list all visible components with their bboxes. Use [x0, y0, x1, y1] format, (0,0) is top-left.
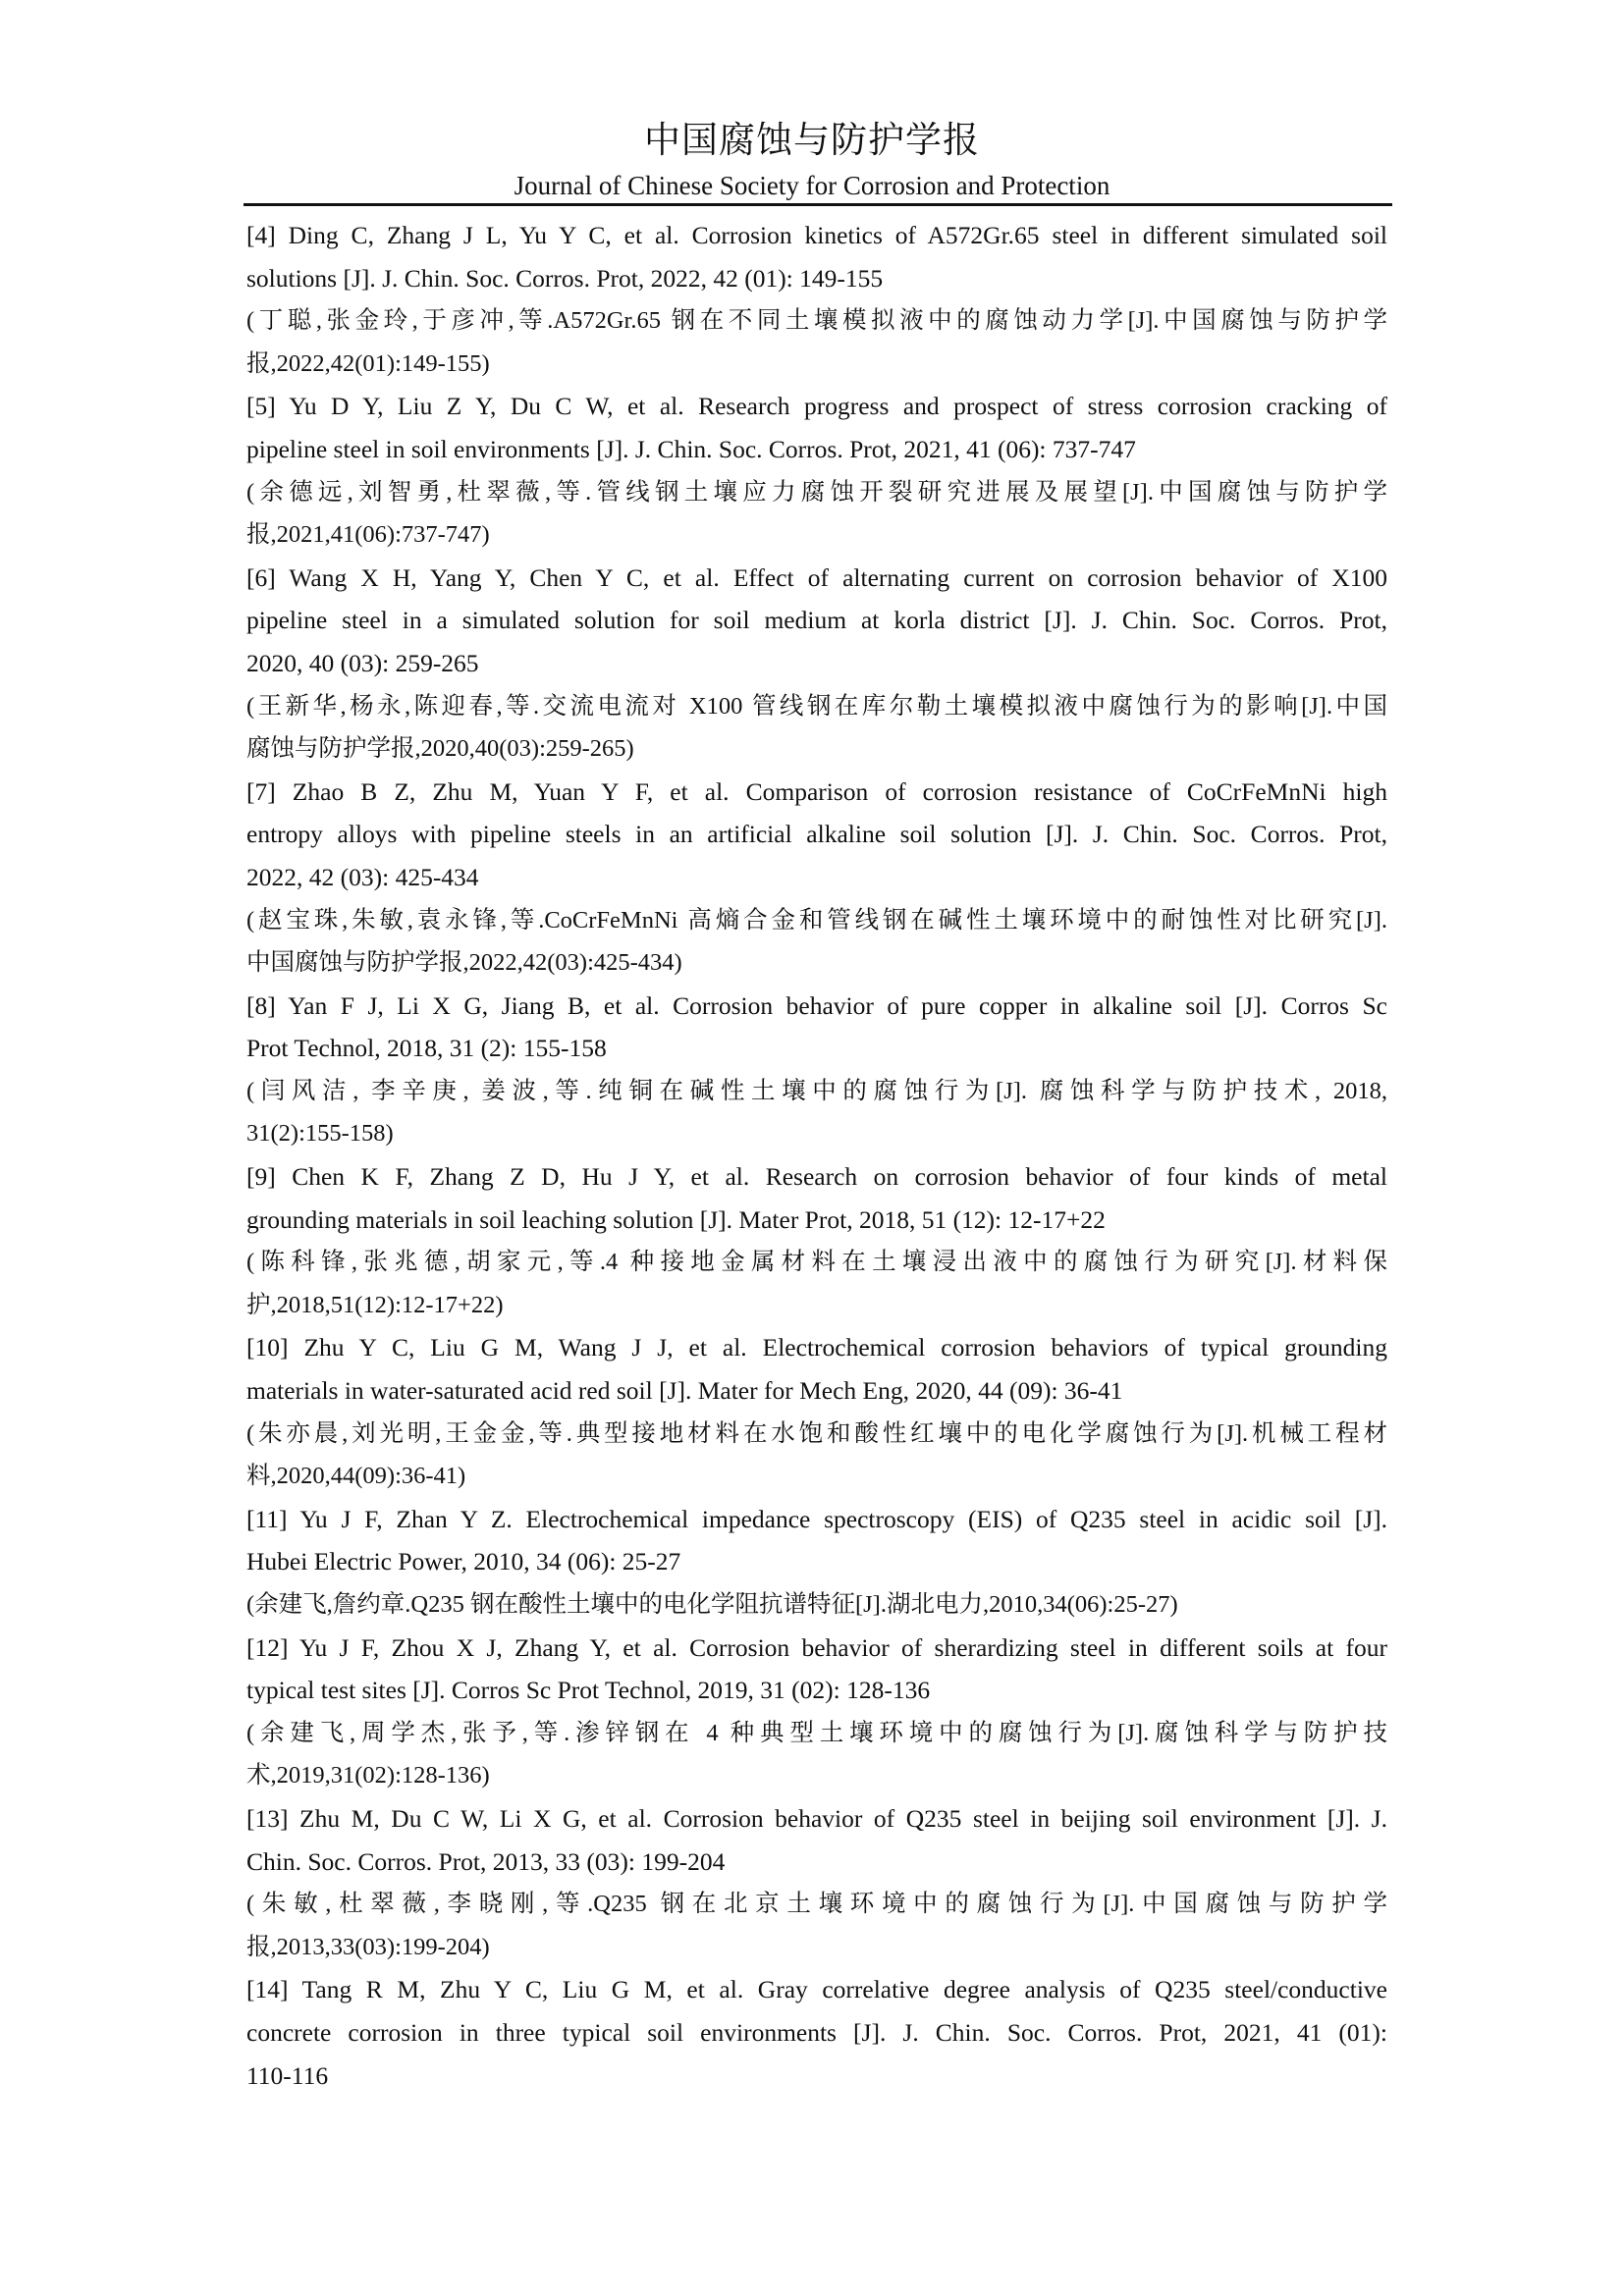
- reference-line-en: [8] Yan F J, Li X G, Jiang B, et al. Corrosion behavior of pure copper in alkaline soil [J]. Corros Sc: [246, 990, 1387, 1020]
- reference-line-en: 2020, 40 (03): 259-265: [246, 648, 479, 677]
- reference-line-en: entropy alloys with pipeline steels in an artificial alkaline soil solution [J]. J. Chin. Soc. Corros. Prot,: [246, 820, 1387, 849]
- reference-line-cn: 料,2020,44(09):36-41): [246, 1463, 466, 1490]
- reference-entry: [246, 1155, 1387, 1326]
- reference-line-en: [6] Wang X H, Yang Y, Chen Y C, et al. Effect of alternating current on corrosion behavior of X100: [246, 562, 1387, 592]
- reference-line-en: concrete corrosion in three typical soil environments [J]. J. Chin. Soc. Corros. Prot, 2021, 41 (01):: [246, 2017, 1387, 2047]
- reference-line-cn: (丁聪,张金玲,于彦冲,等.A572Gr.65 钢在不同土壤模拟液中的腐蚀动力学[J].中国腐蚀与防护学: [246, 307, 1387, 335]
- reference-line-en: [11] Yu J F, Zhan Y Z. Electrochemical impedance spectroscopy (EIS) of Q235 steel in acidic soil [J].: [246, 1504, 1387, 1533]
- reference-entry: [246, 557, 1387, 771]
- reference-entry: [246, 1797, 1387, 1968]
- reference-entry: [246, 385, 1387, 556]
- reference-line-cn: (朱敏,杜翠薇,李晓刚,等.Q235 钢在北京土壤环境中的腐蚀行为[J].中国腐蚀与防护学: [246, 1891, 1387, 1918]
- reference-entry: [246, 1968, 1387, 2097]
- reference-line-en: Prot Technol, 2018, 31 (2): 155-158: [246, 1034, 607, 1063]
- reference-line-en: [4] Ding C, Zhang J L, Yu Y C, et al. Corrosion kinetics of A572Gr.65 steel in different simulated soil: [246, 221, 1387, 249]
- reference-line-cn: 腐蚀与防护学报,2020,40(03):259-265): [246, 735, 634, 763]
- reference-line-en: pipeline steel in a simulated solution for soil medium at korla district [J]. J. Chin. Soc. Corros. Prot,: [246, 606, 1387, 635]
- reference-line-en: solutions [J]. J. Chin. Soc. Corros. Prot, 2022, 42 (01): 149-155: [246, 263, 884, 293]
- reference-entry: [246, 214, 1387, 385]
- reference-line-cn: (余建飞,周学杰,张予,等.渗锌钢在 4 种典型土壤环境中的腐蚀行为[J].腐蚀科学与防护技: [246, 1719, 1387, 1746]
- reference-line-en: 110-116: [246, 2060, 329, 2090]
- reference-line-en: [12] Yu J F, Zhou X J, Zhang Y, et al. Corrosion behavior of sherardizing steel in different soils at four: [246, 1632, 1387, 1662]
- reference-line-en: [9] Chen K F, Zhang Z D, Hu J Y, et al. Research on corrosion behavior of four kinds of metal: [246, 1162, 1387, 1192]
- reference-line-cn: 报,2013,33(03):199-204): [246, 1933, 490, 1960]
- reference-list: [246, 214, 1387, 2097]
- reference-line-cn: (余建飞,詹约章.Q235 钢在酸性土壤中的电化学阻抗谱特征[J].湖北电力,2010,34(06):25-27): [246, 1591, 1178, 1618]
- header-rule: [244, 203, 1392, 206]
- reference-line-cn: 报,2021,41(06):737-747): [246, 521, 490, 549]
- reference-line-en: materials in water-saturated acid red soil [J]. Mater for Mech Eng, 2020, 44 (09): 36-41: [246, 1376, 1123, 1406]
- reference-line-cn: (赵宝珠,朱敏,袁永锋,等.CoCrFeMnNi 高熵合金和管线钢在碱性土壤环境中的耐蚀性对比研究[J].: [246, 906, 1387, 934]
- reference-line-en: [7] Zhao B Z, Zhu M, Yuan Y F, et al. Comparison of corrosion resistance of CoCrFeMnNi high: [246, 776, 1387, 806]
- journal-title-en: Journal of Chinese Society for Corrosion and Protection: [514, 171, 1110, 200]
- reference-line-cn: (闫风洁, 李辛庚, 姜波,等.纯铜在碱性土壤中的腐蚀行为[J]. 腐蚀科学与防护技术, 2018,: [246, 1077, 1387, 1104]
- reference-line-cn: 中国腐蚀与防护学报,2022,42(03):425-434): [246, 949, 682, 977]
- reference-line-cn: (余德远,刘智勇,杜翠薇,等.管线钢土壤应力腐蚀开裂研究进展及展望[J].中国腐蚀与防护学: [246, 478, 1387, 506]
- page-header: [0, 116, 1624, 202]
- reference-entry: [246, 1627, 1387, 1797]
- reference-line-cn: (朱亦晨,刘光明,王金金,等.典型接地材料在水饱和酸性红壤中的电化学腐蚀行为[J].机械工程材: [246, 1419, 1387, 1447]
- reference-line-en: pipeline steel in soil environments [J]. J. Chin. Soc. Corros. Prot, 2021, 41 (06): 737-747: [246, 434, 1136, 463]
- reference-line-en: typical test sites [J]. Corros Sc Prot Technol, 2019, 31 (02): 128-136: [246, 1676, 931, 1705]
- reference-line-cn: 报,2022,42(01):149-155): [246, 349, 490, 377]
- reference-entry: [246, 1326, 1387, 1497]
- reference-entry: [246, 985, 1387, 1155]
- reference-entry: [246, 771, 1387, 985]
- reference-line-cn: (王新华,杨永,陈迎春,等.交流电流对 X100 管线钢在库尔勒土壤模拟液中腐蚀行为的影响[J].中国: [246, 692, 1387, 720]
- reference-line-en: [10] Zhu Y C, Liu G M, Wang J J, et al. Electrochemical corrosion behaviors of typical grounding: [246, 1333, 1387, 1362]
- reference-line-cn: 术,2019,31(02):128-136): [246, 1762, 490, 1789]
- journal-title-cn: 中国腐蚀与防护学报: [644, 119, 980, 161]
- reference-line-en: 2022, 42 (03): 425-434: [246, 862, 479, 891]
- reference-line-en: Chin. Soc. Corros. Prot, 2013, 33 (03): 199-204: [246, 1846, 726, 1876]
- reference-line-en: Hubei Electric Power, 2010, 34 (06): 25-27: [246, 1547, 681, 1576]
- reference-line-en: [13] Zhu M, Du C W, Li X G, et al. Corrosion behavior of Q235 steel in beijing soil environment [J]. J.: [246, 1803, 1387, 1833]
- reference-entry: [246, 1498, 1387, 1627]
- reference-line-cn: 护,2018,51(12):12-17+22): [246, 1291, 504, 1318]
- reference-line-cn: 31(2):155-158): [246, 1120, 394, 1148]
- reference-line-en: [14] Tang R M, Zhu Y C, Liu G M, et al. Gray correlative degree analysis of Q235 steel/conductive: [246, 1975, 1387, 2004]
- reference-line-cn: (陈科锋,张兆德,胡家元,等.4 种接地金属材料在土壤浸出液中的腐蚀行为研究[J].材料保: [246, 1249, 1387, 1276]
- reference-line-en: grounding materials in soil leaching solution [J]. Mater Prot, 2018, 51 (12): 12-17+22: [246, 1204, 1106, 1234]
- reference-line-en: [5] Yu D Y, Liu Z Y, Du C W, et al. Research progress and prospect of stress corrosion cracking of: [246, 392, 1387, 421]
